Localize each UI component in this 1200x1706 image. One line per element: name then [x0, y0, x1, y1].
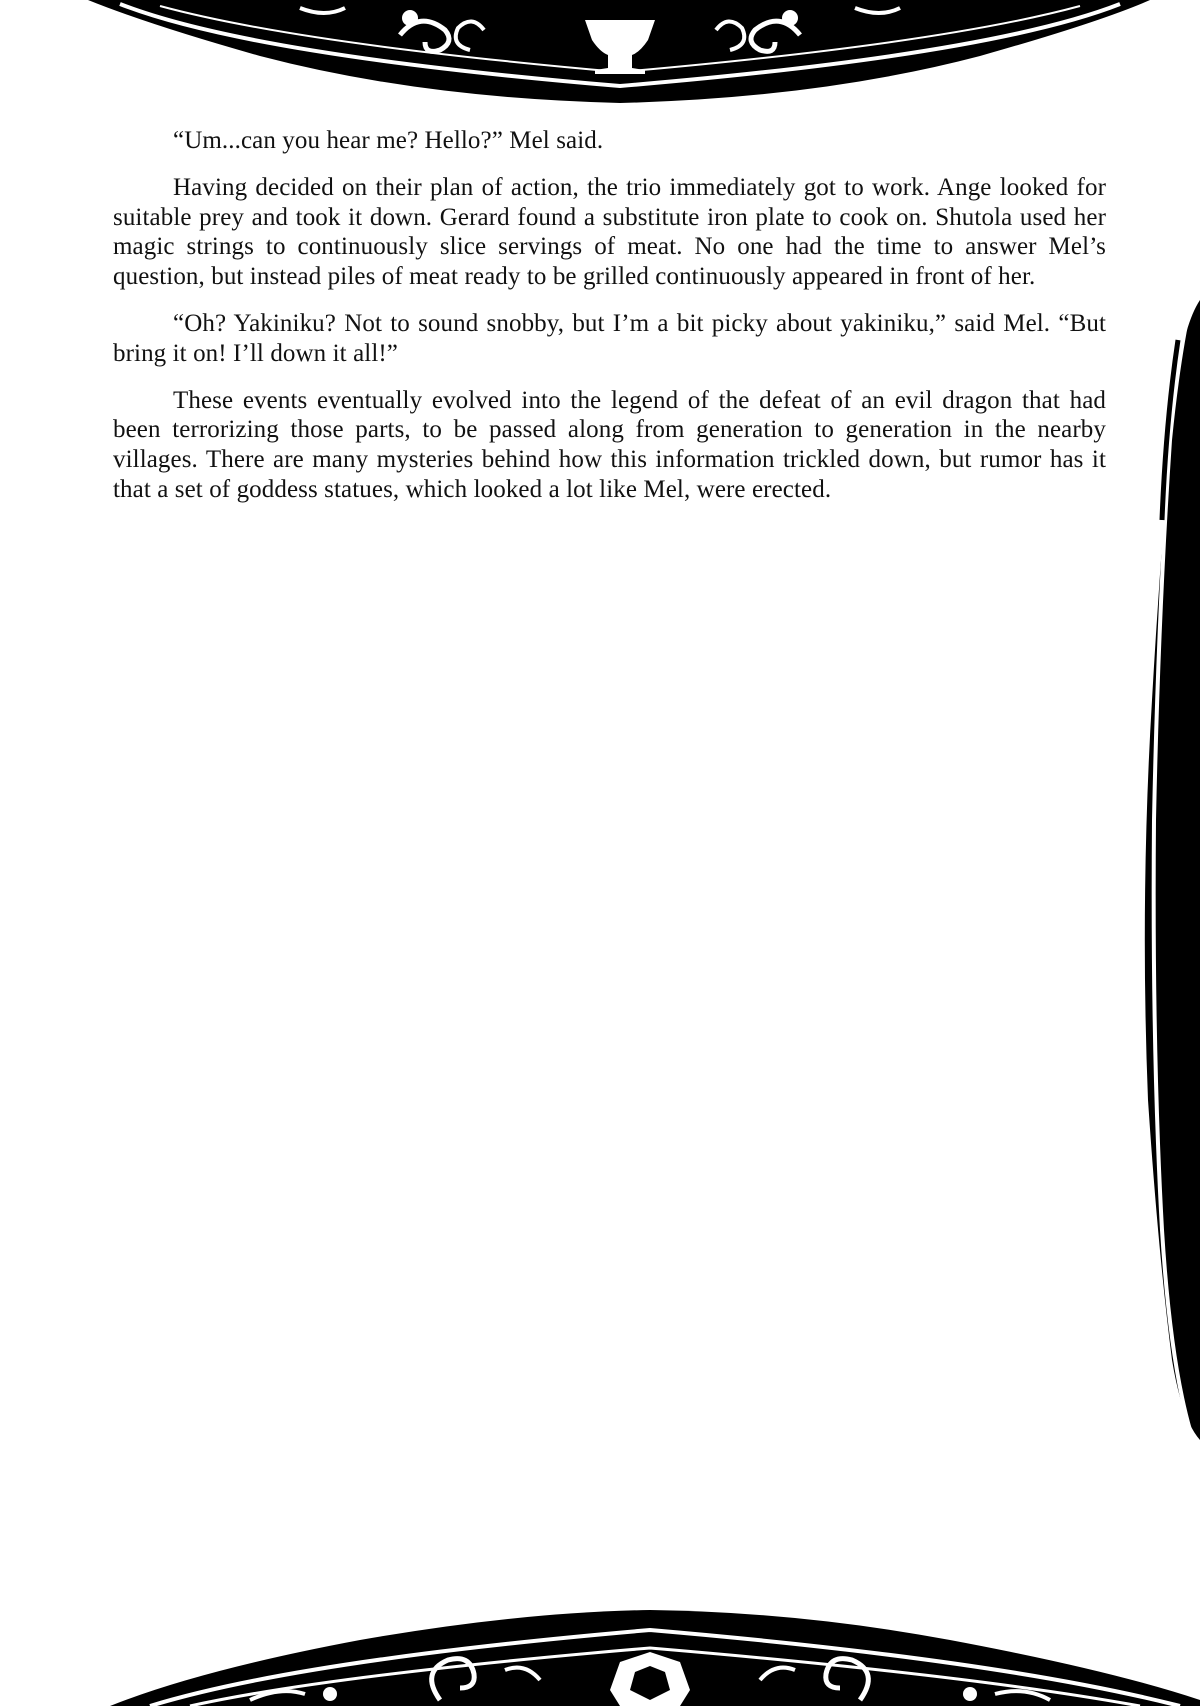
paragraph-4: These events eventually evolved into the legend of the defeat of an evil dragon that had been terrorizing those parts, to be passed along from generation to generation in the nearby villages. There are many mysteries behind how this information trickled down, but rumor has it that a set of goddess statues, which looked a lot like Mel, were erected. — [113, 386, 1106, 503]
paragraph-1: “Um...can you hear me? Hello?” Mel said. — [173, 127, 604, 154]
top-ornament — [88, 0, 1150, 103]
paragraph-3: “Oh? Yakiniku? Not to sound snobby, but I’m a bit picky about yakiniku,” said Mel. “But bring it on! I’ll down it all!” — [113, 309, 1106, 367]
right-border-ornament — [1145, 300, 1200, 1440]
bottom-ornament — [110, 1610, 1200, 1706]
body-text — [113, 126, 1106, 522]
paragraph-2: Having decided on their plan of action, the trio immediately got to work. Ange looked for suitable prey and took it down. Gerard found a substitute iron plate to cook on. Shutola used her magic strings to continuously slice servings of meat. No one had the time to answer Mel’s question, but instead piles of meat ready to be grilled continuously appeared in front of her. — [113, 173, 1106, 291]
